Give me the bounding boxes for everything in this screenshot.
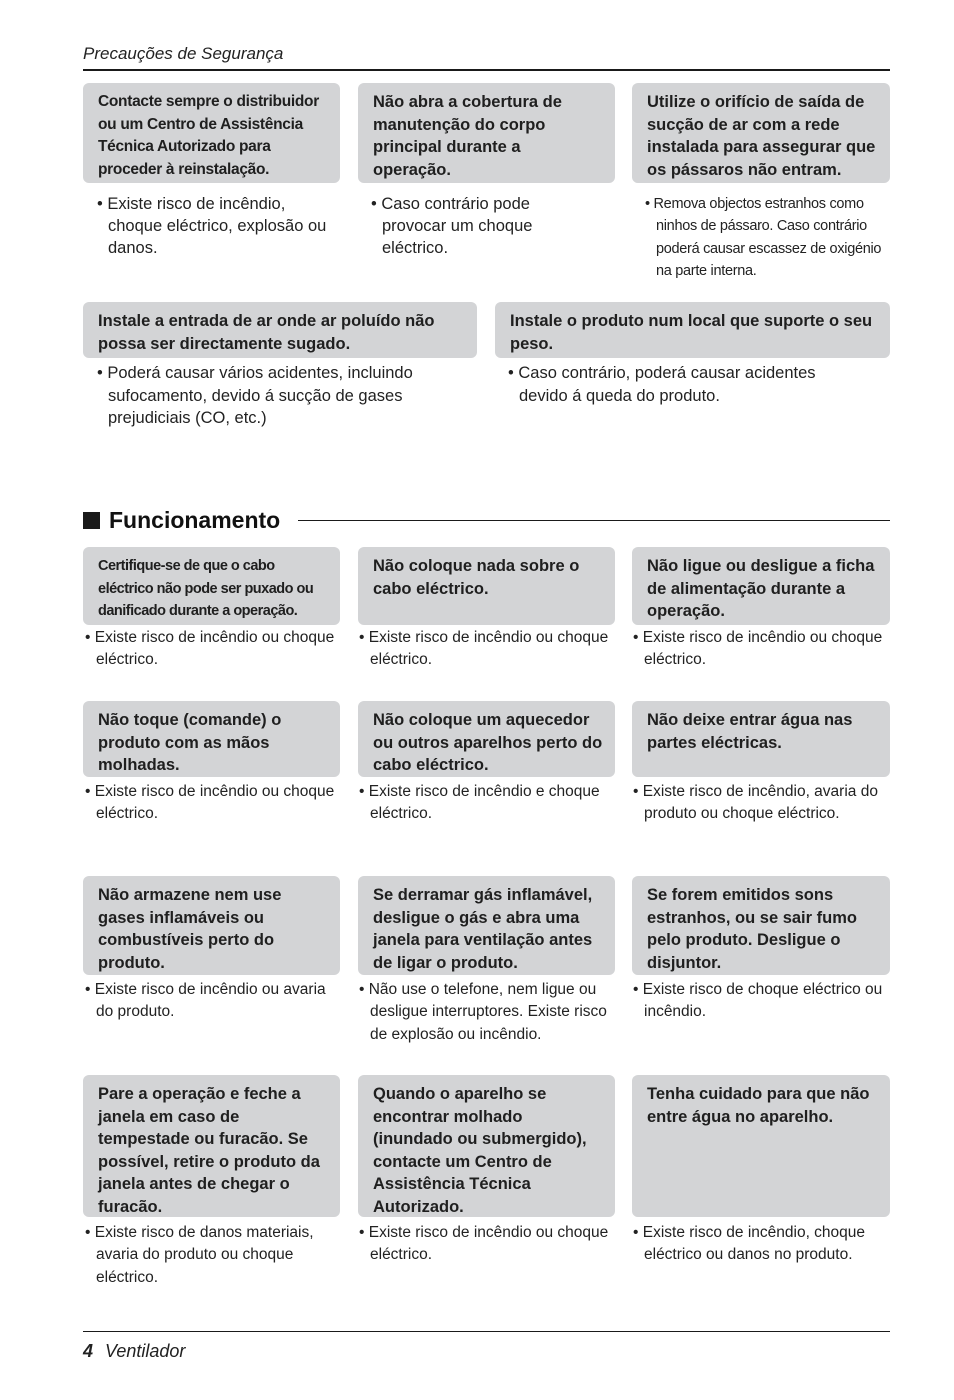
warning-water-electrical: Não deixe entrar água nas partes eléctricas. (632, 701, 890, 777)
note-flooded-appliance: • Existe risco de incêndio ou choque eléctrico. (359, 1224, 609, 1264)
note-support-weight: • Caso contrário, poderá causar acidentes devido á queda do produto. (508, 364, 816, 405)
note-strange-noise-smoke: • Existe risco de choque eléctrico ou incêndio. (633, 981, 883, 1021)
section-heading (83, 507, 280, 534)
warning-plug-during-operation: Não ligue ou desligue a ficha de alimentação durante a operação. (632, 547, 890, 625)
warning-power-cable: Certifique-se de que o cabo eléctrico não pode ser puxado ou danificado durante a operação. (83, 547, 340, 625)
section-title: Funcionamento (109, 507, 281, 533)
note-water-electrical: • Existe risco de incêndio, avaria do produto ou choque eléctrico. (633, 783, 878, 823)
warning-storm-hurricane: Pare a operação e feche a janela em caso de tempestade ou furacão. Se possível, retire o produto da janela antes de chegar o furacão. (83, 1075, 340, 1217)
note-nothing-on-cable: • Existe risco de incêndio ou choque eléctrico. (359, 629, 609, 669)
section-marker-icon (83, 512, 100, 529)
warning-maintenance-cover: Não abra a cobertura de manutenção do corpo principal durante a operação. (358, 83, 615, 183)
page-header-title: Precauções de Segurança (83, 44, 284, 63)
footer-doc-title: Ventilador (105, 1341, 186, 1361)
warning-flammable-gases: Não armazene nem use gases inflamáveis ou combustíveis perto do produto. (83, 876, 340, 975)
warning-bird-net: Utilize o orifício de saída de sucção de ar com a rede instalada para assegurar que os pássaros não entram. (632, 83, 890, 183)
note-bird-net: • Remova objectos estranhos como ninhos de pássaro. Caso contrário poderá causar escassez de oxigénio na parte interna. (645, 196, 882, 280)
warning-support-weight: Instale o produto num local que suporte o seu peso. (495, 302, 890, 358)
note-wet-hands: • Existe risco de incêndio ou choque eléctrico. (85, 783, 335, 823)
warning-gas-leak: Se derramar gás inflamável, desligue o gás e abra uma janela para ventilação antes de ligar o produto. (358, 876, 615, 975)
warning-strange-noise-smoke: Se forem emitidos sons estranhos, ou se sair fumo pelo produto. Desligue o disjuntor. (632, 876, 890, 975)
note-gas-leak: • Não use o telefone, nem ligue ou desligue interruptores. Existe risco de explosão ou incêndio. (359, 981, 607, 1043)
warning-heater-near-cable: Não coloque um aquecedor ou outros aparelhos perto do cabo eléctrico. (358, 701, 615, 777)
note-storm-hurricane: • Existe risco de danos materiais, avaria do produto ou choque eléctrico. (85, 1224, 314, 1286)
note-flammable-gases: • Existe risco de incêndio ou avaria do produto. (85, 981, 326, 1021)
page-footer (83, 1341, 185, 1362)
note-polluted-air-intake: • Poderá causar vários acidentes, incluindo sufocamento, devido á sucção de gases prejudiciais (CO, etc.) (97, 364, 413, 427)
warning-wet-hands: Não toque (comande) o produto com as mãos molhadas. (83, 701, 340, 777)
note-plug-during-operation: • Existe risco de incêndio ou choque eléctrico. (633, 629, 883, 669)
warning-polluted-air-intake: Instale a entrada de ar onde ar poluído não possa ser directamente sugado. (83, 302, 477, 358)
section-rule (298, 520, 890, 521)
note-power-cable: • Existe risco de incêndio ou choque eléctrico. (85, 629, 335, 669)
page-number: 4 (83, 1341, 94, 1361)
warning-reinstallation: Contacte sempre o distribuidor ou um Centro de Assistência Técnica Autorizado para proceder à reinstalação. (83, 83, 340, 183)
note-reinstallation: • Existe risco de incêndio, choque eléctrico, explosão ou danos. (97, 195, 327, 257)
warning-water-in-appliance: Tenha cuidado para que não entre água no aparelho. (632, 1075, 890, 1217)
footer-rule (83, 1331, 890, 1332)
warning-nothing-on-cable: Não coloque nada sobre o cabo eléctrico. (358, 547, 615, 625)
header-rule (83, 69, 890, 71)
note-maintenance-cover: • Caso contrário pode provocar um choque eléctrico. (371, 195, 533, 257)
note-water-in-appliance: • Existe risco de incêndio, choque eléctrico ou danos no produto. (633, 1224, 866, 1264)
note-heater-near-cable: • Existe risco de incêndio e choque eléctrico. (359, 783, 600, 823)
warning-flooded-appliance: Quando o aparelho se encontrar molhado (inundado ou submergido), contacte um Centro de Assistência Técnica Autorizado. (358, 1075, 615, 1217)
